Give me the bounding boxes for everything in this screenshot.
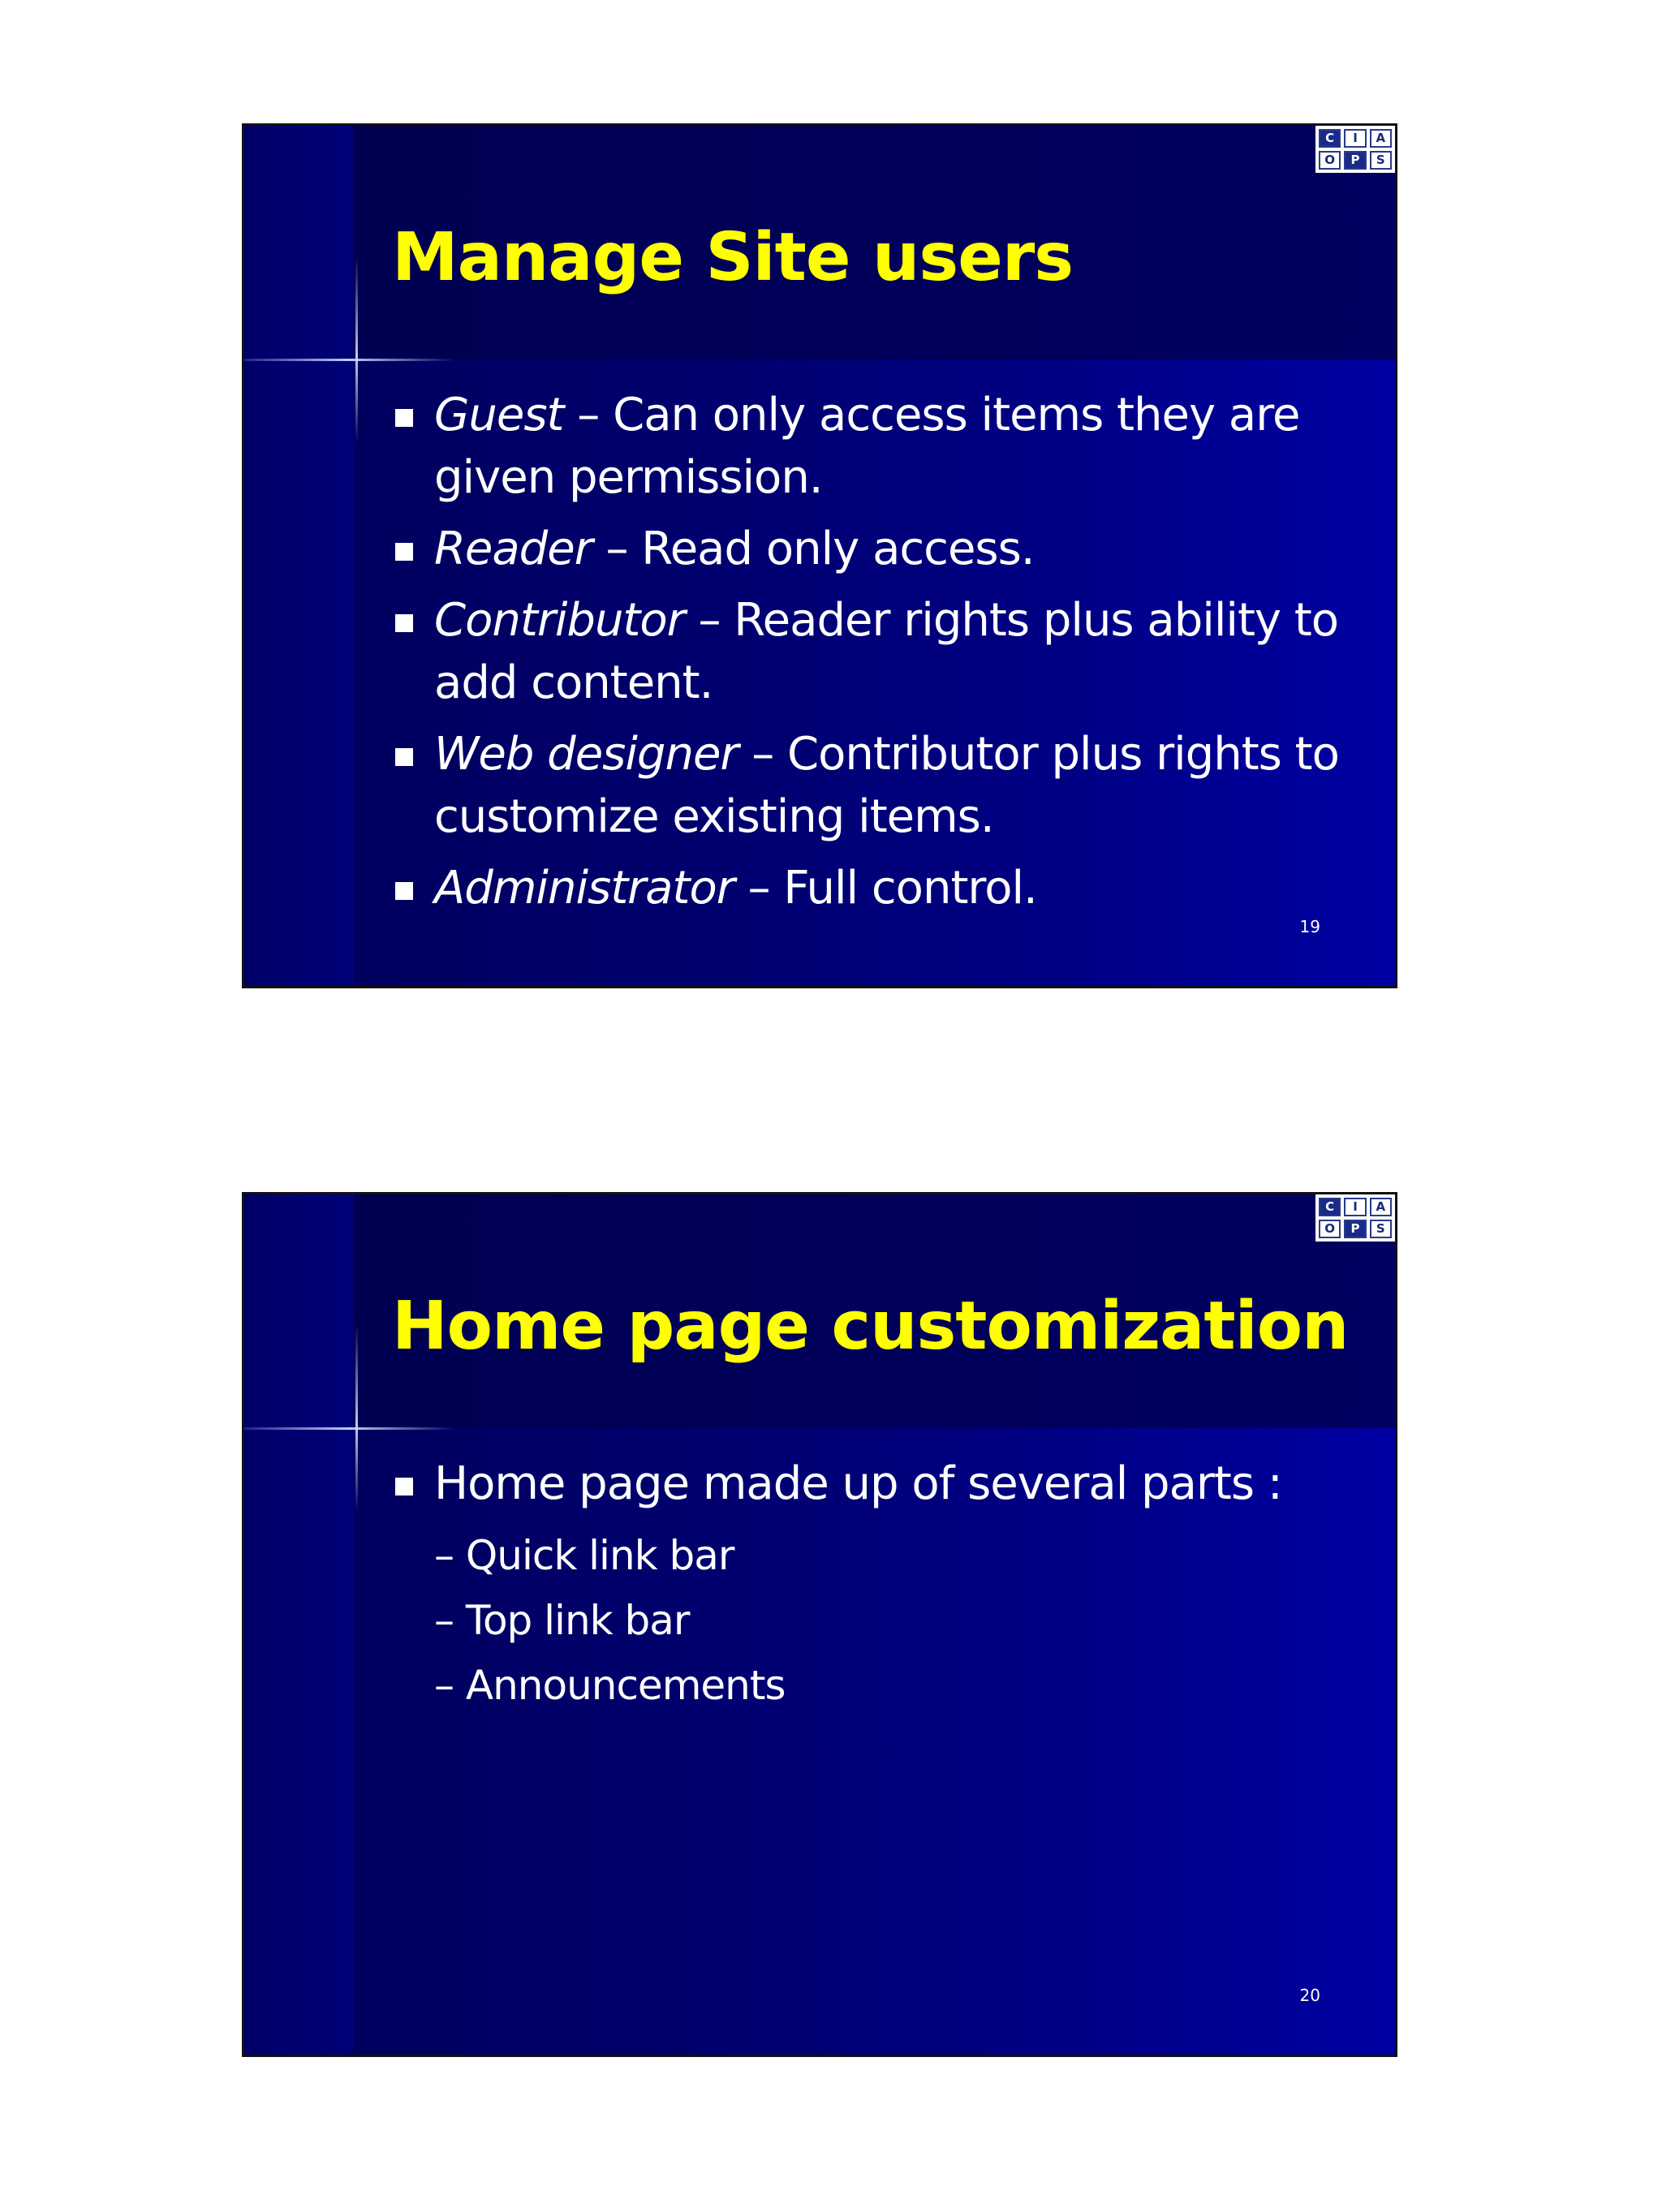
role-description: – Read only access. [592,523,1035,575]
logo-cell: S [1370,1220,1392,1238]
bullet-list [392,1452,1282,1727]
logo-cell: C [1319,129,1341,148]
decorative-vertical-line [355,256,358,442]
logo-cell: O [1319,1220,1341,1238]
bullet-item-guest [392,384,1395,509]
square-bullet-icon [395,543,413,561]
logo-cell: A [1370,129,1392,148]
left-strip [244,126,354,986]
role-name: Guest [434,389,564,441]
square-bullet-icon [395,1478,413,1495]
square-bullet-icon [395,882,413,900]
logo-cell: I [1344,1198,1366,1216]
slide-title: Manage Site users [392,219,1074,296]
sub-bullet-item: – Quick link bar [434,1532,734,1579]
bullet-item-contributor [392,589,1395,714]
page-number: 19 [1299,917,1320,936]
role-name: Administrator [434,862,734,914]
ciaops-logo [1315,126,1395,173]
sub-bullet-item: – Announcements [434,1662,786,1709]
decorative-vertical-line [355,1324,358,1511]
decorative-horizontal-line [244,1427,455,1430]
role-name: Contributor [434,594,685,647]
logo-cell: O [1319,151,1341,170]
bullet-item-reader [392,518,1395,580]
square-bullet-icon [395,748,413,766]
slide-20 [242,1192,1397,2057]
square-bullet-icon [395,614,413,632]
role-description: – Reader rights plus ability to add content. [434,594,1339,709]
role-name: Web designer [434,728,738,781]
sub-bullet-list [434,1523,1282,1718]
role-description: – Full control. [734,862,1037,914]
bullet-item-web-designer [392,723,1395,848]
logo-cell: P [1344,151,1366,170]
logo-cell: P [1344,1220,1366,1238]
bullet-list [392,384,1395,928]
square-bullet-icon [395,409,413,427]
slide-19 [242,123,1397,988]
bullet-item-administrator [392,857,1395,919]
decorative-horizontal-line [244,359,455,361]
role-description: – Contributor plus rights to customize existing items. [434,728,1339,843]
logo-cell: I [1344,129,1366,148]
logo-cell: S [1370,151,1392,170]
slide-title: Home page customization [392,1288,1349,1365]
logo-cell: A [1370,1198,1392,1216]
role-description: – Can only access items they are given permission. [434,389,1300,504]
left-strip [244,1194,354,2055]
bullet-text: Home page made up of several parts : [434,1457,1282,1510]
page-number: 20 [1299,1986,1320,2005]
bullet-item-home-page [392,1452,1282,1718]
ciaops-logo [1315,1194,1395,1242]
sub-bullet-item: – Top link bar [434,1597,690,1644]
role-name: Reader [434,523,592,575]
logo-cell: C [1319,1198,1341,1216]
